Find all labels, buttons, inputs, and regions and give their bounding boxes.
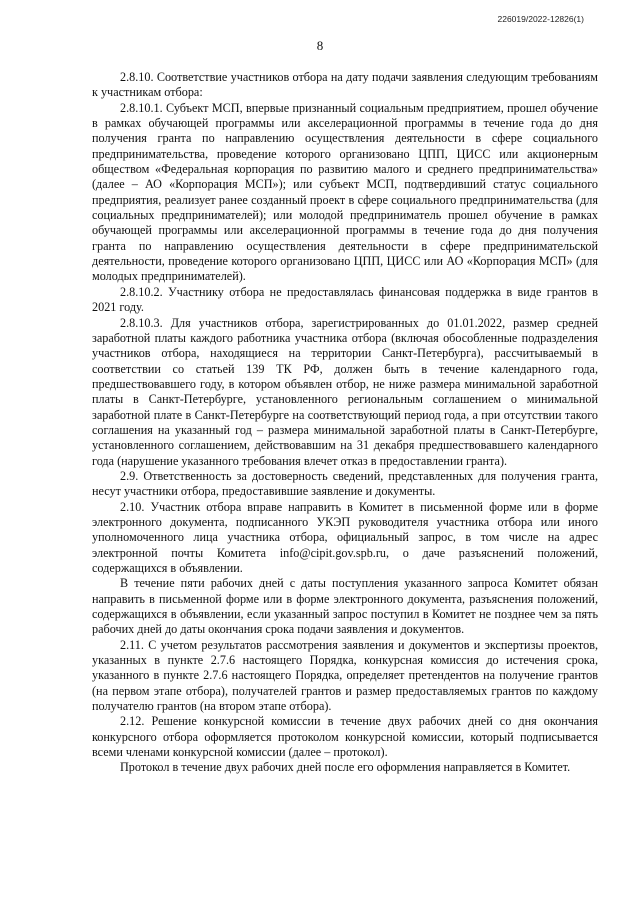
paragraph-2-8-10-1: 2.8.10.1. Субъект МСП, впервые признанный социальным предприятием, прошел обучение в рамках обучающей программы или акселерационной программы в течение года до дня получения гранта по направлению осуществления деятельности в сфере социального предпринимательства, проведение которого организовано ЦПП, ЦИСС или акционерным обществом «Федеральная корпорация по развитию малого и среднего предпринимательства» (далее – АО «Корпорация МСП»); или субъект МСП, подтвердивший статус социального предприятия, реализует ранее созданный проект в сфере социального предпринимательства (для социальных предпринимателей); или молодой предприниматель прошел обучение в рамках обучающей программы или акселерационной программы в течение года до дня получения гранта по направлению осуществления деятельности в сфере предпринимательской деятельности, проведение которого организовано ЦПП, ЦИСС или АО «Корпорация МСП» (для молодых предпринимателей). (92, 100, 598, 284)
paragraph-2-12: 2.12. Решение конкурсной комиссии в течение двух рабочих дней со дня окончания конкурсного отбора оформляется протоколом конкурсной комиссии, который подписывается всеми членами конкурсной комиссии (далее – протокол). (92, 714, 598, 760)
paragraph-2-10: 2.10. Участник отбора вправе направить в Комитет в письменной форме или в форме электронного документа, подписанного УКЭП руководителя участника отбора или иного уполномоченного лица участника отбора, официальный запрос, в том числе на адрес электронной почты Комитета info@cipit.gov.spb.ru, о даче разъяснений положений, содержащихся в объявлении. (92, 499, 598, 575)
page-number: 8 (316, 38, 324, 53)
paragraph-2-10-response: В течение пяти рабочих дней с даты поступления указанного запроса Комитет обязан направить в письменной форме или в форме электронного документа, разъяснения положений, содержащихся в объявлении, если указанный запрос поступил в Комитет не позднее чем за пять рабочих дней до даты окончания срока подачи заявления и документов. (92, 576, 598, 637)
paragraph-2-11: 2.11. С учетом результатов рассмотрения заявления и документов и экспертизы проектов, указанных в пункте 2.7.6 настоящего Порядка, конкурсная комиссия до истечения срока, указанного в пункте 2.7.6 настоящего Порядка, определяет претендентов на получение грантов (на первом этапе отбора), получателей грантов и размер предоставляемых грантов по каждому получателю грантов (на втором этапе отбора). (92, 637, 598, 714)
paragraph-2-8-10: 2.8.10. Соответствие участников отбора на дату подачи заявления следующим требованиям к участникам отбора: (92, 70, 598, 100)
paragraph-2-8-10-3: 2.8.10.3. Для участников отбора, зарегистрированных до 01.01.2022, размер средней заработной платы каждого работника участника отбора (включая обособленные подразделения участников отбора, находящиеся на территории Санкт-Петербурга), рассчитываемый в соответствии со статьей 139 ТК РФ, должен быть в течение календарного года, предшествовавшего году, в котором объявлен отбор, не ниже размера минимальной заработной платы в Санкт-Петербурге, установленного региональным соглашением о минимальной заработной плате в Санкт-Петербурге на соответствующий период года, а при отсутствии такого соглашения на указанный год – размера минимальной заработной платы в Санкт-Петербурге, установленного соглашением, действовавшим на 31 декабря предшествовавшего календарного года (нарушение указанного требования влечет отказ в предоставлении гранта). (92, 315, 598, 468)
document-body (92, 70, 598, 776)
paragraph-protocol: Протокол в течение двух рабочих дней после его оформления направляется в Комитет. (120, 760, 571, 775)
document-registration-number: 226019/2022-12826(1) (497, 14, 584, 24)
paragraph-2-9: 2.9. Ответственность за достоверность сведений, представленных для получения гранта, несут участники отбора, предоставившие заявление и документы. (92, 468, 598, 499)
paragraph-2-8-10-2: 2.8.10.2. Участнику отбора не предоставлялась финансовая поддержка в виде грантов в 2021 году. (92, 284, 598, 315)
